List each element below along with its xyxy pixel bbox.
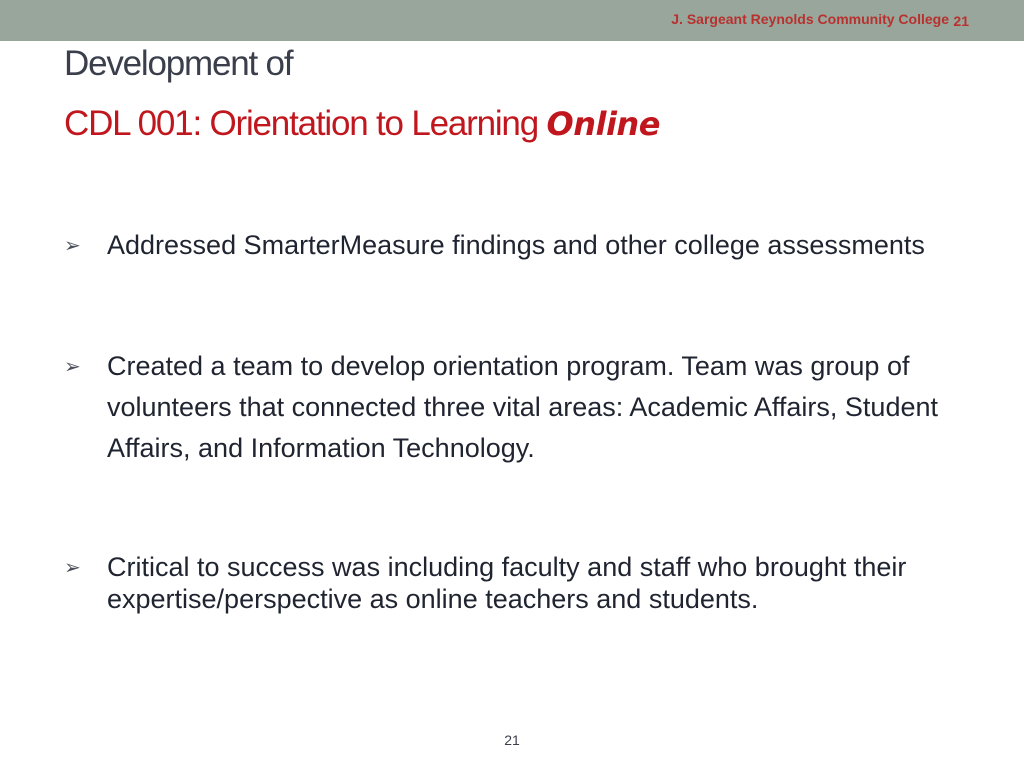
slide-title-main: CDL 001: Orientation to Learning bbox=[64, 104, 547, 143]
bullet-item bbox=[64, 229, 964, 261]
header-bar bbox=[0, 0, 1024, 41]
arrow-bullet-icon: ➢ bbox=[64, 356, 81, 378]
bullet-text: Addressed SmarterMeasure findings and other college assessments bbox=[107, 230, 925, 260]
footer-page-number: 21 bbox=[504, 732, 520, 748]
arrow-bullet-icon: ➢ bbox=[64, 557, 81, 579]
bullet-item bbox=[64, 346, 964, 469]
slide-title-line2 bbox=[64, 104, 660, 144]
arrow-bullet-icon: ➢ bbox=[64, 235, 81, 257]
bullet-text: Created a team to develop orientation program. Team was group of volunteers that connected three vital areas: Academic Affairs, Student Affairs, and Information Technology. bbox=[107, 351, 938, 463]
header-page-number: 21 bbox=[953, 13, 969, 29]
bullet-item bbox=[64, 551, 964, 615]
college-name: J. Sargeant Reynolds Community College bbox=[671, 11, 949, 27]
slide-title-emphasis: Online bbox=[546, 105, 660, 143]
slide-title-line1: Development of bbox=[64, 44, 293, 83]
bullet-text: Critical to success was including faculty and staff who brought their expertise/perspective as online teachers and students. bbox=[107, 552, 907, 614]
